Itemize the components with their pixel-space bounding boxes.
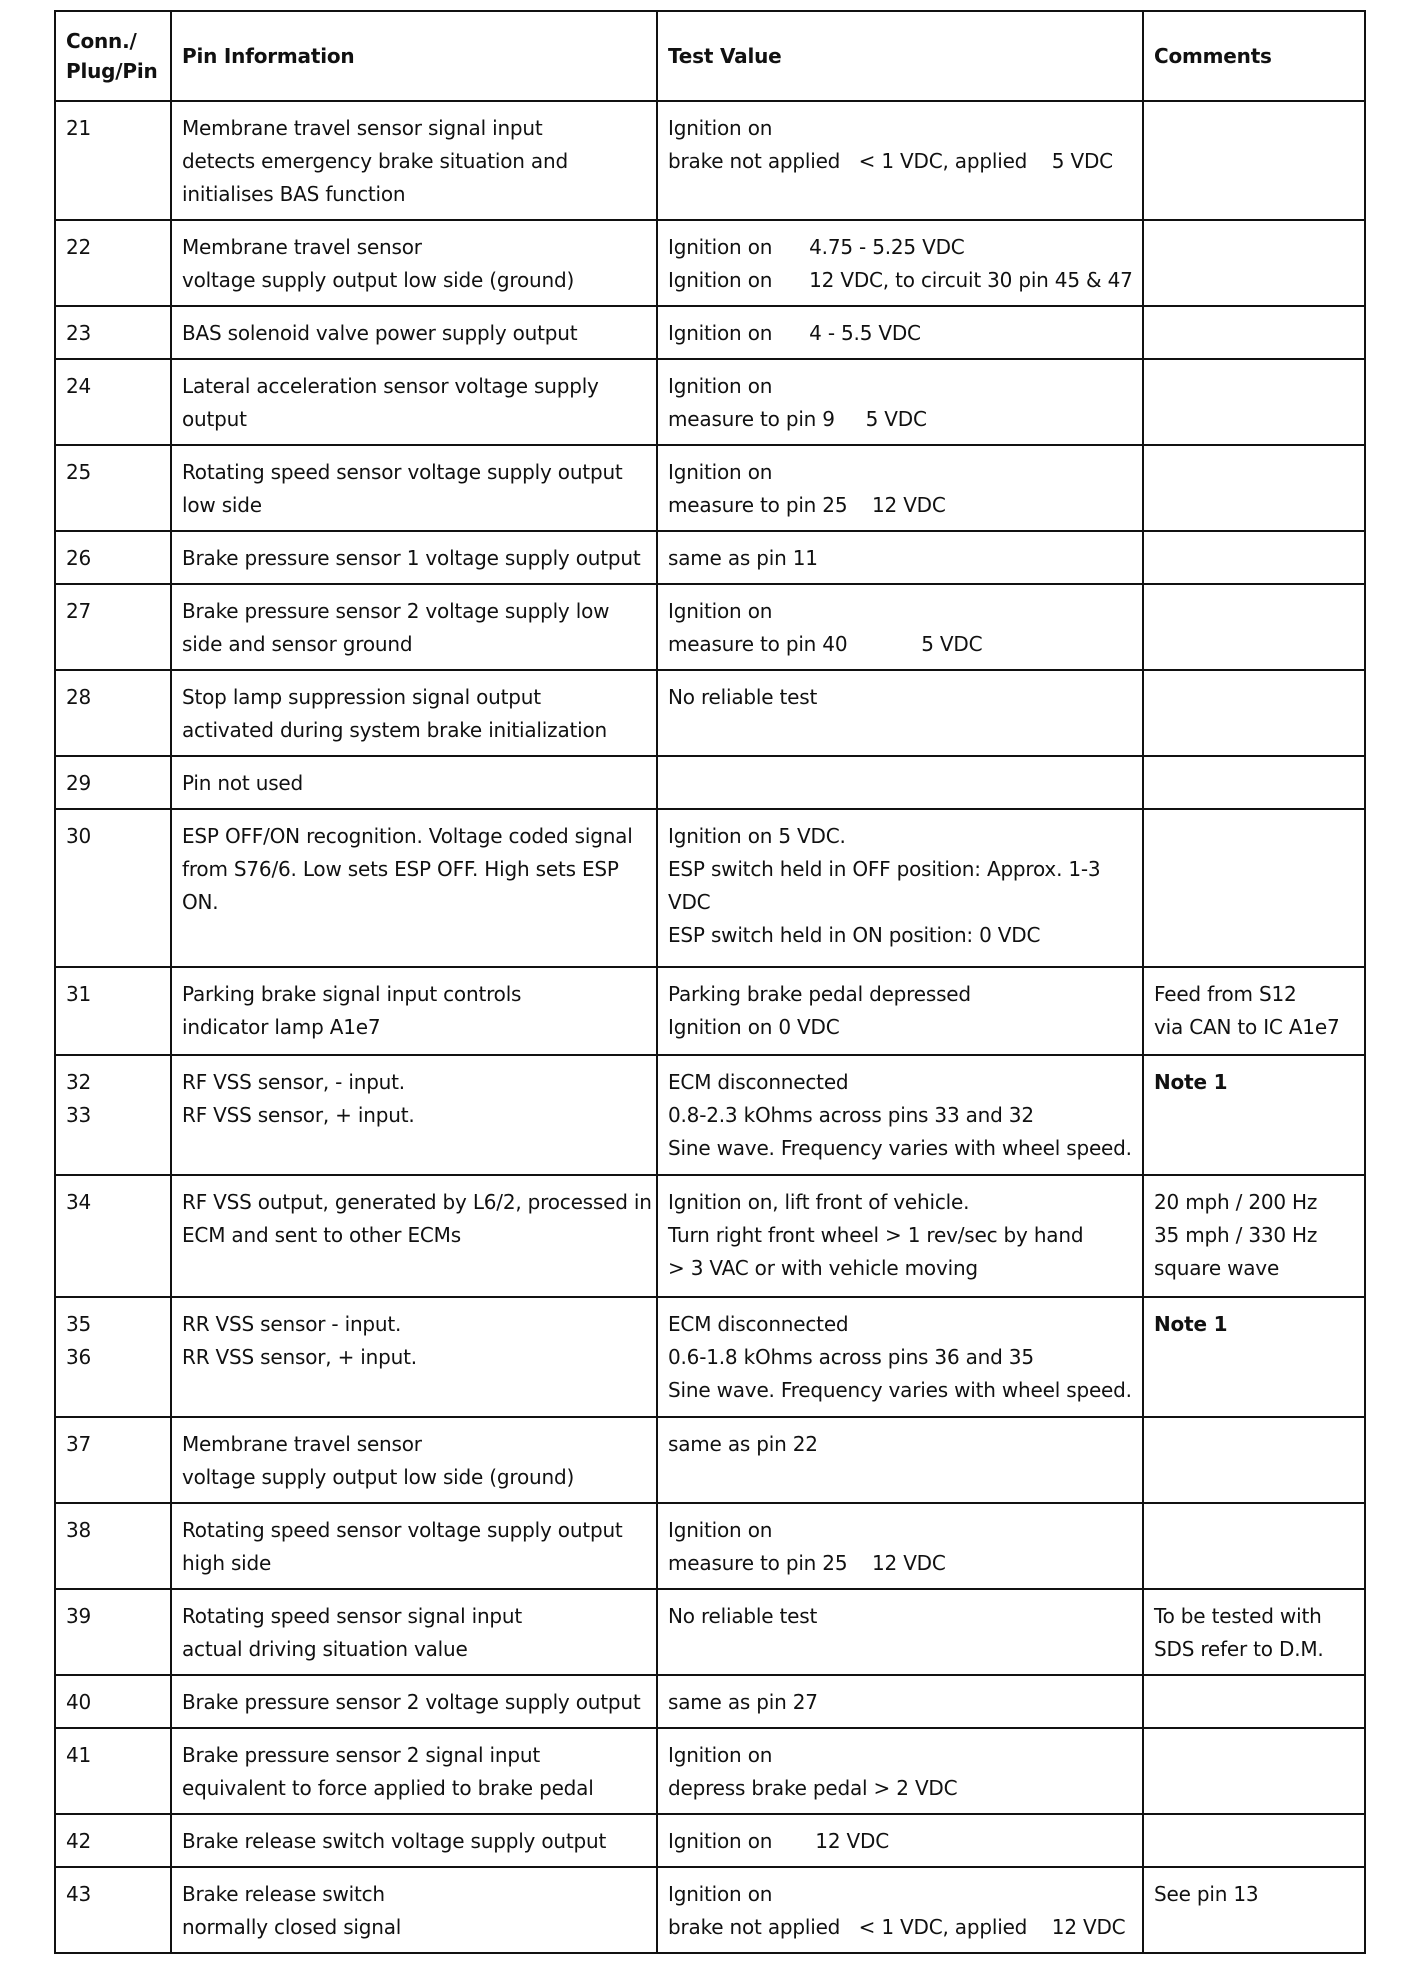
cell-pin (55, 1175, 171, 1297)
cell-comments-line: 35 mph / 330 Hz (1154, 1223, 1318, 1247)
cell-test-value (657, 1417, 1143, 1503)
cell-test-value-line: Ignition on (668, 374, 773, 398)
cell-pin (55, 1814, 171, 1867)
cell-pin-information-line: ECM and sent to other ECMs (182, 1223, 461, 1247)
cell-comments-line: Feed from S12 (1154, 982, 1297, 1006)
cell-pin-line: 41 (66, 1743, 92, 1767)
cell-pin-information-line: Brake pressure sensor 1 voltage supply output (182, 546, 641, 570)
cell-pin (55, 1417, 171, 1503)
cell-test-value-line: Ignition on 12 VDC (668, 1829, 889, 1853)
cell-pin-information-line: ESP OFF/ON recognition. Voltage coded signal (182, 824, 633, 848)
cell-pin-information (171, 1297, 657, 1417)
table-row (55, 1175, 1365, 1297)
cell-pin-line: 39 (66, 1604, 92, 1628)
cell-test-value-line: Ignition on (668, 599, 773, 623)
header-pin-information: Pin Information (171, 11, 657, 101)
cell-pin-line: 37 (66, 1432, 92, 1456)
table-row (55, 809, 1365, 967)
cell-pin-line: 28 (66, 685, 92, 709)
cell-comments (1143, 1417, 1365, 1503)
cell-pin (55, 220, 171, 306)
cell-pin-information-line: BAS solenoid valve power supply output (182, 321, 578, 345)
cell-pin-line: 35 (66, 1312, 92, 1336)
table-row (55, 1867, 1365, 1953)
table-row (55, 1675, 1365, 1728)
cell-pin-information-line: side and sensor ground (182, 632, 413, 656)
cell-test-value (657, 809, 1143, 967)
cell-pin (55, 1297, 171, 1417)
cell-comments (1143, 1589, 1365, 1675)
cell-pin-information (171, 809, 657, 967)
table-row (55, 359, 1365, 445)
cell-comments-line: SDS refer to D.M. (1154, 1637, 1324, 1661)
cell-comments (1143, 101, 1365, 220)
cell-pin-line: 30 (66, 824, 92, 848)
cell-pin (55, 967, 171, 1055)
cell-pin-information (171, 670, 657, 756)
table-row (55, 670, 1365, 756)
cell-pin-line: 26 (66, 546, 92, 570)
cell-test-value-line: depress brake pedal > 2 VDC (668, 1776, 958, 1800)
cell-pin-information (171, 1867, 657, 1953)
cell-pin (55, 1503, 171, 1589)
cell-pin-information-line: Brake pressure sensor 2 voltage supply low (182, 599, 610, 623)
cell-pin (55, 359, 171, 445)
cell-comments (1143, 584, 1365, 670)
cell-comments-line: square wave (1154, 1256, 1280, 1280)
cell-pin (55, 809, 171, 967)
cell-pin-information (171, 1589, 657, 1675)
cell-pin-information-line: high side (182, 1551, 272, 1575)
cell-comments (1143, 756, 1365, 809)
cell-test-value (657, 1867, 1143, 1953)
cell-test-value-line: Ignition on 0 VDC (668, 1015, 840, 1039)
cell-comments (1143, 1728, 1365, 1814)
cell-test-value-line: Ignition on (668, 460, 773, 484)
cell-pin-line: 24 (66, 374, 92, 398)
cell-test-value-line: 0.8-2.3 kOhms across pins 33 and 32 (668, 1103, 1034, 1127)
cell-test-value-line: Ignition on 4 - 5.5 VDC (668, 321, 921, 345)
cell-test-value (657, 1814, 1143, 1867)
cell-test-value (657, 584, 1143, 670)
cell-pin-line: 34 (66, 1190, 92, 1214)
cell-test-value (657, 359, 1143, 445)
cell-test-value (657, 1055, 1143, 1175)
cell-pin (55, 1867, 171, 1953)
table-row (55, 1503, 1365, 1589)
header-conn-line1: Conn./ (66, 29, 137, 53)
cell-pin-information-line: Brake pressure sensor 2 signal input (182, 1743, 540, 1767)
cell-test-value-line: same as pin 27 (668, 1690, 818, 1714)
cell-test-value-line: Ignition on, lift front of vehicle. (668, 1190, 970, 1214)
cell-comments (1143, 359, 1365, 445)
cell-pin-information (171, 220, 657, 306)
cell-pin-information-line: indicator lamp A1e7 (182, 1015, 381, 1039)
cell-pin (55, 306, 171, 359)
cell-comments (1143, 1175, 1365, 1297)
cell-pin-information-line: ON. (182, 890, 219, 914)
cell-pin-information (171, 101, 657, 220)
cell-pin (55, 1055, 171, 1175)
cell-comments (1143, 1675, 1365, 1728)
cell-test-value (657, 1503, 1143, 1589)
cell-test-value-line: measure to pin 25 12 VDC (668, 493, 946, 517)
cell-pin-information-line: normally closed signal (182, 1915, 402, 1939)
table-row (55, 756, 1365, 809)
cell-pin-information (171, 756, 657, 809)
cell-test-value-line: measure to pin 25 12 VDC (668, 1551, 946, 1575)
cell-pin-line: 22 (66, 235, 92, 259)
cell-pin-information-line: RF VSS output, generated by L6/2, processed in (182, 1190, 652, 1214)
table-row (55, 1589, 1365, 1675)
cell-comments (1143, 445, 1365, 531)
cell-pin-information-line: Brake release switch (182, 1882, 385, 1906)
cell-comments (1143, 1867, 1365, 1953)
cell-test-value-line: ECM disconnected (668, 1070, 849, 1094)
cell-pin-line: 42 (66, 1829, 92, 1853)
cell-test-value (657, 1728, 1143, 1814)
cell-test-value-line: Ignition on 4.75 - 5.25 VDC (668, 235, 965, 259)
table-row (55, 220, 1365, 306)
cell-pin-line: 23 (66, 321, 92, 345)
cell-pin (55, 756, 171, 809)
cell-pin-information-line: detects emergency brake situation and (182, 149, 568, 173)
cell-comments (1143, 306, 1365, 359)
cell-test-value (657, 756, 1143, 809)
cell-comments-line: Note 1 (1154, 1070, 1228, 1094)
cell-pin-information-line: from S76/6. Low sets ESP OFF. High sets ESP (182, 857, 619, 881)
cell-comments (1143, 967, 1365, 1055)
cell-test-value (657, 101, 1143, 220)
cell-pin-information-line: Membrane travel sensor (182, 235, 422, 259)
cell-pin-information-line: Rotating speed sensor voltage supply output (182, 460, 623, 484)
cell-pin-information-line: voltage supply output low side (ground) (182, 268, 575, 292)
cell-test-value-line: brake not applied < 1 VDC, applied 12 VDC (668, 1915, 1126, 1939)
table-row (55, 1055, 1365, 1175)
cell-test-value (657, 1589, 1143, 1675)
cell-pin-information (171, 584, 657, 670)
cell-comments-line: To be tested with (1154, 1604, 1322, 1628)
cell-pin-information (171, 1417, 657, 1503)
cell-test-value-line: Ignition on (668, 116, 773, 140)
cell-test-value (657, 531, 1143, 584)
cell-test-value-line: Ignition on (668, 1743, 773, 1767)
cell-pin-information (171, 445, 657, 531)
cell-test-value-line: VDC (668, 890, 711, 914)
cell-pin (55, 101, 171, 220)
cell-pin-information (171, 1814, 657, 1867)
cell-pin-information-line: Membrane travel sensor signal input (182, 116, 543, 140)
cell-pin-information-line: RF VSS sensor, - input. (182, 1070, 405, 1094)
cell-comments (1143, 809, 1365, 967)
table-row (55, 1417, 1365, 1503)
cell-pin-information (171, 531, 657, 584)
cell-pin-information (171, 1675, 657, 1728)
cell-pin-information-line: Lateral acceleration sensor voltage supply (182, 374, 599, 398)
cell-pin (55, 670, 171, 756)
cell-test-value-line: measure to pin 9 5 VDC (668, 407, 927, 431)
table-row (55, 101, 1365, 220)
cell-test-value-line: measure to pin 40 5 VDC (668, 632, 983, 656)
cell-comments-line: via CAN to IC A1e7 (1154, 1015, 1340, 1039)
cell-pin-information (171, 1175, 657, 1297)
cell-pin-line: 43 (66, 1882, 92, 1906)
cell-test-value-line: ESP switch held in ON position: 0 VDC (668, 923, 1041, 947)
cell-test-value (657, 306, 1143, 359)
pin-information-table (54, 10, 1366, 1954)
cell-pin (55, 1728, 171, 1814)
cell-pin-information-line: output (182, 407, 247, 431)
cell-test-value (657, 1175, 1143, 1297)
cell-pin (55, 584, 171, 670)
cell-comments (1143, 531, 1365, 584)
cell-comments (1143, 1297, 1365, 1417)
cell-pin-line: 33 (66, 1103, 92, 1127)
cell-test-value-line: Sine wave. Frequency varies with wheel speed. (668, 1136, 1132, 1160)
table-row (55, 584, 1365, 670)
cell-pin-information-line: Membrane travel sensor (182, 1432, 422, 1456)
cell-test-value (657, 967, 1143, 1055)
cell-test-value-line: No reliable test (668, 685, 818, 709)
cell-test-value (657, 1675, 1143, 1728)
cell-pin-information (171, 967, 657, 1055)
table-body (55, 101, 1365, 1953)
cell-pin-information-line: Brake pressure sensor 2 voltage supply output (182, 1690, 641, 1714)
cell-pin-information-line: Pin not used (182, 771, 304, 795)
cell-comments-line: Note 1 (1154, 1312, 1228, 1336)
cell-comments (1143, 220, 1365, 306)
table-row (55, 531, 1365, 584)
cell-pin-information-line: equivalent to force applied to brake pedal (182, 1776, 594, 1800)
table-header-row (55, 11, 1365, 101)
cell-pin (55, 531, 171, 584)
cell-pin-information-line: actual driving situation value (182, 1637, 468, 1661)
cell-pin-line: 38 (66, 1518, 92, 1542)
cell-pin-information-line: low side (182, 493, 262, 517)
cell-test-value-line: Parking brake pedal depressed (668, 982, 971, 1006)
cell-pin-line: 29 (66, 771, 92, 795)
cell-test-value-line: brake not applied < 1 VDC, applied 5 VDC (668, 149, 1113, 173)
cell-pin-line: 31 (66, 982, 92, 1006)
cell-test-value (657, 1297, 1143, 1417)
cell-pin-information (171, 359, 657, 445)
cell-comments (1143, 1814, 1365, 1867)
cell-pin-information-line: RF VSS sensor, + input. (182, 1103, 415, 1127)
cell-test-value-line: same as pin 11 (668, 546, 818, 570)
cell-test-value-line: Ignition on (668, 1518, 773, 1542)
cell-pin-information-line: activated during system brake initialization (182, 718, 608, 742)
cell-pin-information-line: voltage supply output low side (ground) (182, 1465, 575, 1489)
cell-test-value-line: > 3 VAC or with vehicle moving (668, 1256, 978, 1280)
table-row (55, 306, 1365, 359)
cell-pin-line: 21 (66, 116, 92, 140)
cell-pin-information (171, 306, 657, 359)
table-row (55, 1814, 1365, 1867)
cell-pin-information-line: Rotating speed sensor voltage supply output (182, 1518, 623, 1542)
cell-test-value-line: Ignition on 12 VDC, to circuit 30 pin 45 & 47 (668, 268, 1133, 292)
cell-test-value-line: ECM disconnected (668, 1312, 849, 1336)
cell-pin-information-line: RR VSS sensor, + input. (182, 1345, 417, 1369)
table-row (55, 1728, 1365, 1814)
cell-pin-line: 40 (66, 1690, 92, 1714)
cell-comments-line: See pin 13 (1154, 1882, 1259, 1906)
cell-pin-information (171, 1728, 657, 1814)
cell-comments-line: 20 mph / 200 Hz (1154, 1190, 1318, 1214)
cell-comments (1143, 1055, 1365, 1175)
cell-test-value (657, 670, 1143, 756)
cell-test-value-line: Sine wave. Frequency varies with wheel speed. (668, 1378, 1132, 1402)
cell-comments (1143, 1503, 1365, 1589)
table-row (55, 1297, 1365, 1417)
cell-pin-information-line: Stop lamp suppression signal output (182, 685, 541, 709)
cell-test-value (657, 220, 1143, 306)
cell-comments (1143, 670, 1365, 756)
cell-test-value-line: Ignition on 5 VDC. (668, 824, 846, 848)
header-conn-plug-pin (55, 11, 171, 101)
cell-pin-information-line: RR VSS sensor - input. (182, 1312, 402, 1336)
cell-pin (55, 445, 171, 531)
cell-pin (55, 1675, 171, 1728)
cell-pin-information-line: Parking brake signal input controls (182, 982, 522, 1006)
cell-test-value-line: Turn right front wheel > 1 rev/sec by hand (668, 1223, 1084, 1247)
cell-test-value-line: ESP switch held in OFF position: Approx. 1-3 (668, 857, 1101, 881)
cell-test-value-line: 0.6-1.8 kOhms across pins 36 and 35 (668, 1345, 1034, 1369)
header-conn-line2: Plug/Pin (66, 59, 158, 83)
cell-test-value-line: Ignition on (668, 1882, 773, 1906)
cell-test-value-line: No reliable test (668, 1604, 818, 1628)
cell-pin-information-line: Rotating speed sensor signal input (182, 1604, 523, 1628)
cell-pin-line: 36 (66, 1345, 92, 1369)
header-test-value: Test Value (657, 11, 1143, 101)
cell-pin (55, 1589, 171, 1675)
cell-pin-information-line: initialises BAS function (182, 182, 406, 206)
table-row (55, 967, 1365, 1055)
cell-pin-line: 27 (66, 599, 92, 623)
header-comments: Comments (1143, 11, 1365, 101)
cell-test-value (657, 445, 1143, 531)
cell-pin-information (171, 1055, 657, 1175)
table-row (55, 445, 1365, 531)
cell-pin-information (171, 1503, 657, 1589)
cell-pin-information-line: Brake release switch voltage supply output (182, 1829, 607, 1853)
cell-pin-line: 32 (66, 1070, 92, 1094)
cell-test-value-line: same as pin 22 (668, 1432, 818, 1456)
cell-pin-line: 25 (66, 460, 92, 484)
